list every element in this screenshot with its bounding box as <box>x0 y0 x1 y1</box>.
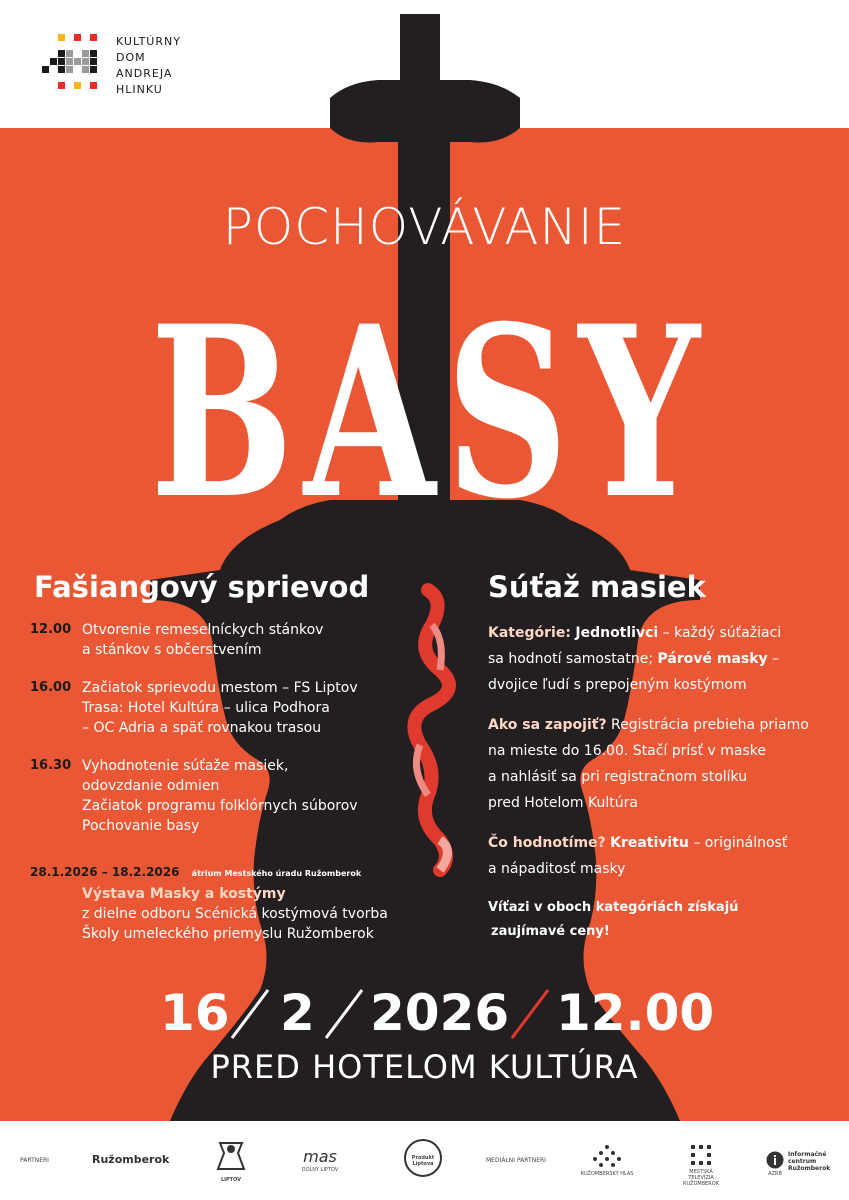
winners-text: zaujímavé ceny! <box>491 924 610 939</box>
title-pochovavanie: POCHOVÁVANIE <box>222 198 627 256</box>
exhibition-block <box>30 862 388 944</box>
category-individual-text: – každý súťažiaci <box>662 625 782 641</box>
schedule-item <box>30 678 450 738</box>
evaluation-creativity: Kreativitu <box>610 835 689 851</box>
schedule-item <box>30 756 450 836</box>
logo-line: DOM <box>116 51 146 64</box>
title-basy-text: BASY <box>150 275 710 551</box>
event-date <box>0 984 849 1044</box>
logo-line: KULTÚRNY <box>116 35 181 48</box>
contest-heading: Súťaž masiek <box>488 570 706 604</box>
category-pairs-text: dvojice ľudí s prepojeným kostýmom <box>488 677 747 693</box>
schedule-time: 12.00 <box>30 622 72 637</box>
partners-label: PARTNERI <box>20 1157 49 1164</box>
schedule-text: Trasa: Hotel Kultúra – ulica Podhora <box>82 700 330 716</box>
tv-grid-icon <box>676 1143 726 1167</box>
category-pairs-dash: – <box>772 651 780 667</box>
partner-mas-logo <box>292 1147 348 1177</box>
info-icon <box>766 1151 784 1169</box>
partner-tv-logo <box>676 1143 726 1187</box>
evaluation-text: – originálnosť <box>693 835 788 851</box>
partner-produkt-name: Produkt Liptova <box>411 1155 435 1167</box>
schedule-time: 16.00 <box>30 680 72 695</box>
schedule-text: Pochovanie basy <box>82 818 200 834</box>
category-pairs: Párové masky <box>657 651 768 667</box>
schedule-text: Otvorenie remeselníckych stánkov <box>82 622 324 638</box>
exhibition-text: z dielne odboru Scénická kostýmová tvorba <box>82 906 388 922</box>
date-slash-icon <box>322 988 366 1040</box>
contest-details <box>488 620 838 958</box>
join-text: a nahlásiť sa pri registračnom stolíku <box>488 769 748 785</box>
category-individual: Jednotlivci <box>575 625 659 641</box>
parade-schedule <box>30 620 450 854</box>
partner-ruzomberok: Ružomberok <box>92 1153 170 1166</box>
partner-info-line: Ružomberok <box>788 1165 831 1172</box>
partner-produkt-logo <box>404 1139 442 1177</box>
date-slash-icon <box>228 988 272 1040</box>
schedule-text: odovzdanie odmien <box>82 778 220 794</box>
media-partners-label: MEDIÁLNI PARTNERI <box>486 1157 546 1164</box>
logo-line: ANDREJA <box>116 67 173 80</box>
schedule-text: a stánkov s občerstvením <box>82 642 262 658</box>
evaluation-text: a nápaditosť masky <box>488 861 626 877</box>
exhibition-title: Výstava Masky a kostýmy <box>82 886 286 902</box>
categories-label: Kategórie: <box>488 625 571 641</box>
join-text: pred Hotelom Kultúra <box>488 795 638 811</box>
schedule-text: Začiatok sprievodu mestom – FS Liptov <box>82 680 358 696</box>
category-text: sa hodnotí samostatne; <box>488 651 654 667</box>
partner-azrb-label: AZRB <box>768 1171 782 1177</box>
partner-info-line: Informačné <box>788 1151 827 1158</box>
schedule-text: Vyhodnotenie súťaže masiek, <box>82 758 289 774</box>
partner-info-logo <box>766 1151 836 1181</box>
event-venue: PRED HOTELOM KULTÚRA <box>210 1048 639 1086</box>
winners-text: Víťazi v oboch kategóriách získajú <box>488 900 739 915</box>
exhibition-venue: átrium Mestského úradu Ružomberok <box>191 869 362 878</box>
partner-hlas-logo <box>580 1143 634 1183</box>
join-text: Registrácia prebieha priamo <box>611 717 809 733</box>
partner-hlas-label: RUŽOMBERSKÝ HLAS <box>580 1171 634 1177</box>
parade-heading: Fašiangový sprievod <box>34 570 370 604</box>
date-year: 2026 <box>370 984 510 1042</box>
date-month: 2 <box>280 984 315 1042</box>
schedule-item <box>30 620 450 660</box>
schedule-text: – OC Adria a späť rovnakou trasou <box>82 720 322 736</box>
date-slash-icon <box>508 988 552 1040</box>
schedule-text: Začiatok programu folklórnych súborov <box>82 798 358 814</box>
partner-tv-label: MESTSKÁ TELEVÍZIA RUŽOMBEROK <box>683 1169 719 1187</box>
exhibition-text: Školy umeleckého priemyslu Ružomberok <box>82 926 374 942</box>
partner-liptov-logo <box>214 1139 248 1183</box>
liptov-figure-icon <box>214 1139 248 1175</box>
exhibition-dates: 28.1.2026 – 18.2.2026 <box>30 865 180 879</box>
schedule-time: 16.30 <box>30 758 72 773</box>
date-day: 16 <box>160 984 230 1042</box>
logo-line: HLINKU <box>116 83 163 96</box>
partner-mas-name: mas <box>303 1147 337 1166</box>
evaluation-label: Čo hodnotíme? <box>488 835 606 851</box>
partner-liptov-label: LIPTOV <box>220 1177 242 1183</box>
join-text: na mieste do 16.00. Stačí prísť v maske <box>488 743 766 759</box>
event-time: 12.00 <box>556 984 715 1042</box>
join-label: Ako sa zapojiť? <box>488 717 607 733</box>
partner-info-line: centrum <box>788 1158 817 1165</box>
title-basy <box>140 275 720 551</box>
hlas-dots-icon <box>580 1143 634 1167</box>
partners-bar <box>0 1121 849 1200</box>
partner-mas-sub: DOLNÝ LIPTOV <box>301 1167 339 1173</box>
